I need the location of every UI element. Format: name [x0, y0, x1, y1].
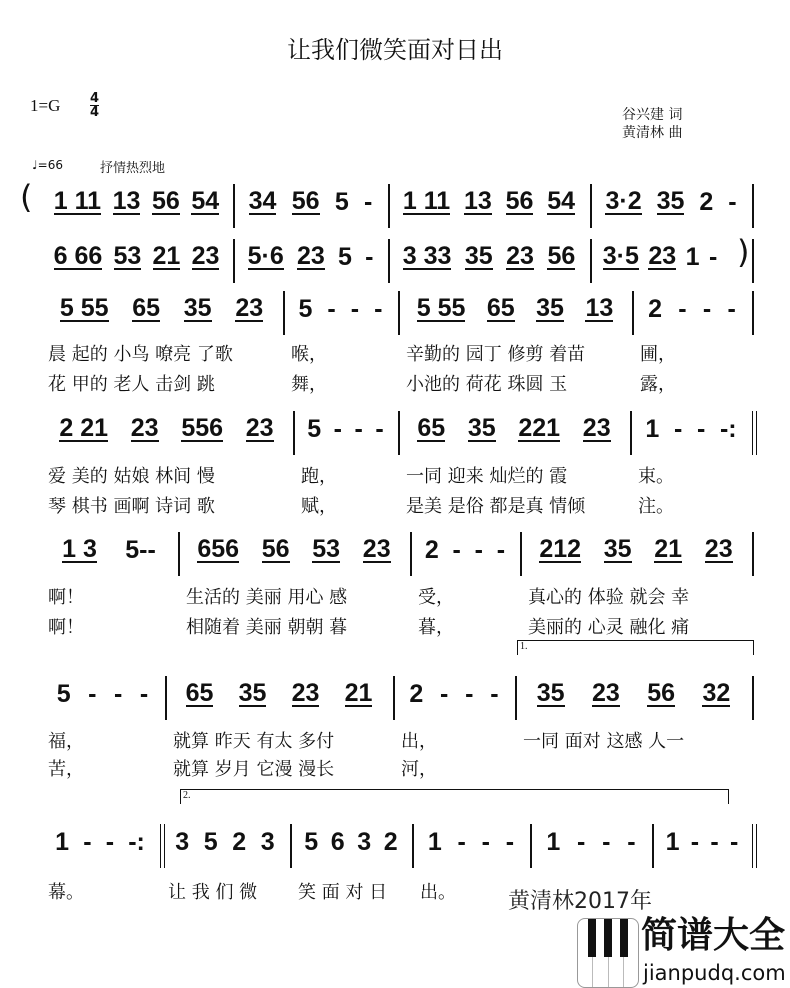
note-group: - — [440, 680, 449, 708]
note-group: 56 — [547, 242, 576, 270]
note-group: 3 — [260, 828, 275, 856]
open-paren: ( — [20, 178, 33, 216]
lyric-segment: 啊！ — [48, 587, 84, 608]
note-group: 1 11 — [53, 187, 102, 215]
note-group: 5 — [304, 828, 319, 856]
barline — [160, 824, 165, 868]
measure — [638, 415, 744, 443]
note-group: 5·6 — [247, 242, 284, 270]
note-group: 1 — [645, 415, 660, 443]
note-group: 23 — [191, 242, 220, 270]
note-group: - — [452, 536, 461, 564]
lyric-segment: 露， — [640, 374, 676, 395]
note-group: - — [673, 415, 683, 443]
lyric-segment: 一同 面对 这感 人一 — [523, 731, 685, 752]
lyric-segment: 相随着 美丽 朝朝 暮 — [186, 617, 348, 638]
note-group: 556 — [181, 414, 224, 442]
note-group: 35 — [464, 242, 493, 270]
note-group: 5 — [56, 680, 71, 708]
measure — [406, 415, 622, 443]
lyric-segment: 小池的 荷花 珠圆 玉 — [406, 374, 568, 395]
measure — [186, 536, 402, 564]
note-group: - — [702, 295, 712, 323]
measure — [241, 243, 380, 271]
close-paren: ) — [737, 233, 750, 271]
note-group: - — [474, 536, 483, 564]
lyric-segment: 啊！ — [48, 617, 84, 638]
barline — [398, 291, 400, 335]
barline — [283, 291, 285, 335]
lyric-segment: 一同 迎来 灿烂的 霞 — [406, 466, 568, 487]
note-group: - — [83, 828, 92, 856]
barline — [752, 532, 754, 576]
note-group: 3 — [357, 828, 372, 856]
barline — [520, 532, 522, 576]
lyric-segment: 就算 昨天 有太 多付 — [173, 731, 335, 752]
lyric-segment: 让 我 们 微 — [168, 882, 258, 903]
lyric-segment: 笑 面 对 日 — [298, 882, 388, 903]
time-top: 4 — [90, 91, 100, 106]
note-group: 2 — [383, 828, 398, 856]
note-group: 65 — [486, 294, 515, 322]
time-signature — [90, 92, 99, 119]
time-bottom: 4 — [90, 105, 100, 120]
barline — [165, 676, 167, 720]
measure — [168, 828, 282, 856]
note-group: 65 — [417, 414, 446, 442]
note-group: 6 66 — [53, 242, 103, 270]
note-group: 3·2 — [605, 187, 642, 215]
note-group: 5-- — [125, 536, 156, 564]
volta-2: 2. — [180, 789, 729, 804]
note-group: 53 — [113, 242, 142, 270]
measure — [528, 536, 744, 564]
lyric-segment: 幕。 — [48, 882, 84, 903]
note-group: - — [481, 828, 490, 856]
note-group: 1 11 — [402, 187, 451, 215]
note-group: 21 — [654, 535, 683, 563]
barline — [178, 532, 180, 576]
measure — [640, 295, 744, 323]
barline — [752, 291, 754, 335]
note-group: - — [727, 295, 736, 323]
measure — [48, 415, 285, 443]
measure — [396, 188, 582, 216]
note-group: 23 — [591, 679, 620, 707]
note-group: 56 — [505, 187, 534, 215]
note-group: 56 — [152, 187, 180, 215]
note-group: - — [465, 680, 474, 708]
note-group: 1 — [685, 243, 700, 271]
lyric-segment: 注。 — [638, 496, 674, 517]
note-group: - — [696, 415, 706, 443]
key-signature: 1=G — [30, 96, 61, 115]
watermark-text: 黄清林2017年 — [508, 889, 652, 914]
lyric-segment: 爱 美的 姑娘 林间 慢 — [48, 466, 215, 487]
lyric-segment: 就算 岁月 它漫 漫长 — [173, 759, 335, 780]
note-group: 35 — [656, 187, 685, 215]
barline — [590, 184, 592, 228]
note-group: - — [88, 680, 97, 708]
note-group: - — [708, 243, 718, 271]
lyric-segment: 琴 棋书 画啊 诗词 歌 — [48, 496, 215, 517]
measure — [48, 188, 225, 216]
barline — [233, 184, 235, 228]
note-group: - — [354, 415, 363, 443]
note-group: 23 — [648, 242, 677, 270]
barline — [630, 411, 632, 455]
note-group: 3·5 — [602, 242, 639, 270]
note-group: - — [365, 243, 374, 271]
barline — [412, 824, 414, 868]
note-group: 13 — [112, 187, 141, 215]
note-group: - — [710, 828, 719, 856]
lyric-segment: 花 甲的 老人 击剑 跳 — [48, 374, 215, 395]
note-group: 13 — [585, 294, 614, 322]
lyric-segment: 出。 — [420, 882, 456, 903]
measure — [48, 243, 225, 271]
measure — [660, 828, 744, 856]
note-group: 35 — [536, 294, 564, 322]
note-group: 5 — [203, 828, 218, 856]
note-group: - — [375, 415, 384, 443]
note-group: 54 — [547, 187, 576, 215]
barline — [752, 411, 757, 455]
lyric-segment: 受， — [418, 587, 454, 608]
note-group: 23 — [235, 294, 264, 322]
barline — [752, 184, 754, 228]
barline — [410, 532, 412, 576]
note-group: - — [327, 295, 336, 323]
note-group: 1 — [665, 828, 680, 856]
measure — [301, 415, 390, 443]
note-group: -: — [128, 828, 145, 856]
note-group: - — [627, 828, 636, 856]
note-group: 23 — [296, 242, 325, 270]
composer: 黄清林 曲 — [622, 125, 683, 141]
logo-text: 简谱大全 — [641, 915, 786, 956]
measure — [48, 828, 152, 856]
note-group: - — [728, 188, 737, 216]
note-group: 21 — [344, 679, 373, 707]
note-group: - — [350, 295, 360, 323]
note-group: 2 — [648, 295, 663, 323]
lyric-segment: 舞， — [291, 374, 327, 395]
note-group: 1 — [546, 828, 561, 856]
note-group: 3 — [175, 828, 190, 856]
note-group: 23 — [582, 414, 611, 442]
tempo-mark: ♩=66 — [32, 158, 63, 172]
note-group: 56 — [261, 535, 290, 563]
note-group: 56 — [647, 679, 676, 707]
note-group: 23 — [130, 414, 159, 442]
note-group: - — [678, 295, 687, 323]
note-group: 2 21 — [59, 414, 109, 442]
logo-url: jianpudq.com — [643, 961, 786, 985]
note-group: - — [690, 828, 700, 856]
note-group: - — [505, 828, 515, 856]
note-group: 1 — [427, 828, 442, 856]
song-title: 让我们微笑面对日出 — [287, 36, 503, 64]
note-group: 23 — [245, 414, 274, 442]
note-group: 53 — [312, 535, 341, 563]
note-group: 1 — [55, 828, 69, 856]
lyric-segment: 赋， — [301, 496, 337, 517]
note-group: 54 — [191, 187, 220, 215]
note-group: - — [374, 295, 383, 323]
note-group: - — [139, 680, 149, 708]
lyric-segment: 跑， — [301, 466, 337, 487]
note-group: 5 — [307, 415, 322, 443]
measure — [396, 243, 582, 271]
note-group: 23 — [291, 679, 320, 707]
barline — [652, 824, 654, 868]
barline — [388, 184, 390, 228]
site-logo — [565, 915, 790, 988]
measure — [538, 828, 644, 856]
note-group: 3 33 — [402, 242, 452, 270]
barline — [233, 239, 235, 283]
barline — [393, 676, 395, 720]
note-group: - — [602, 828, 611, 856]
note-group: 2 — [424, 536, 439, 564]
lyric-segment: 圃， — [640, 344, 676, 365]
expression-mark: 抒情热烈地 — [100, 161, 166, 176]
note-group: 656 — [197, 535, 240, 563]
measure — [48, 536, 170, 564]
lyric-segment: 美丽的 心灵 融化 痛 — [528, 617, 690, 638]
volta-1: 1. — [517, 640, 754, 655]
note-group: 23 — [506, 242, 534, 270]
note-group: 35 — [467, 414, 496, 442]
measure — [48, 295, 275, 323]
note-group: - — [114, 680, 123, 708]
note-group: 5 — [337, 243, 352, 271]
measure — [420, 828, 522, 856]
lyric-segment: 苦， — [48, 759, 84, 780]
note-group: 35 — [603, 535, 632, 563]
lyric-segment: 喉， — [291, 344, 327, 365]
barline — [752, 676, 754, 720]
lyric-segment: 晨 起的 小鸟 嘹亮 了歌 — [48, 344, 233, 365]
note-group: 23 — [362, 535, 391, 563]
note-group: -: — [719, 415, 737, 443]
note-group: - — [105, 828, 115, 856]
note-group: - — [490, 680, 499, 708]
measure — [298, 828, 404, 856]
lyric-segment: 暮， — [418, 617, 454, 638]
lyric-segment: 是美 是俗 都是真 情倾 — [406, 496, 586, 517]
measure — [241, 188, 380, 216]
note-group: 2 — [232, 828, 247, 856]
barline — [590, 239, 592, 283]
note-group: 21 — [152, 242, 181, 270]
note-group: 212 — [539, 535, 582, 563]
lyric-segment: 真心的 体验 就会 幸 — [528, 587, 690, 608]
measure — [406, 295, 624, 323]
note-group: 221 — [518, 414, 561, 442]
measure — [523, 680, 744, 708]
measure — [401, 680, 507, 708]
barline — [752, 824, 757, 868]
note-group: 5 — [298, 295, 313, 323]
note-group: 34 — [248, 187, 277, 215]
note-group: 65 — [185, 679, 214, 707]
lyric-segment: 束。 — [638, 466, 674, 487]
barline — [290, 824, 292, 868]
measure — [173, 680, 385, 708]
note-group: 32 — [702, 679, 731, 707]
note-group: 6 — [330, 828, 345, 856]
lyric-segment: 福， — [48, 731, 84, 752]
lyric-segment: 辛勤的 园丁 修剪 着苗 — [406, 344, 586, 365]
barline — [632, 291, 634, 335]
lyric-segment: 生活的 美丽 用心 感 — [186, 587, 348, 608]
barline — [293, 411, 295, 455]
note-group: 1 3 — [62, 535, 97, 563]
lyricist: 谷兴建 词 — [622, 107, 683, 123]
note-group: - — [333, 415, 342, 443]
note-group: 2 — [409, 680, 424, 708]
note-group: - — [496, 536, 506, 564]
note-group: 56 — [291, 187, 320, 215]
barline — [752, 239, 754, 283]
note-group: 35 — [536, 679, 565, 707]
note-group: - — [577, 828, 586, 856]
barline — [398, 411, 400, 455]
measure — [291, 295, 390, 323]
measure — [48, 680, 157, 708]
note-group: 2 — [699, 188, 714, 216]
barline — [388, 239, 390, 283]
note-group: 35 — [238, 679, 267, 707]
note-group: - — [457, 828, 466, 856]
barline — [515, 676, 517, 720]
note-group: 23 — [704, 535, 733, 563]
note-group: - — [729, 828, 739, 856]
note-group: 13 — [464, 187, 492, 215]
measure — [598, 188, 744, 216]
measure — [598, 243, 722, 271]
note-group: 35 — [183, 294, 212, 322]
note-group: - — [364, 188, 373, 216]
piano-icon — [577, 918, 639, 988]
note-group: 5 55 — [59, 294, 109, 322]
note-group: 5 — [334, 188, 349, 216]
lyric-segment: 出， — [401, 731, 437, 752]
barline — [530, 824, 532, 868]
measure — [418, 536, 512, 564]
note-group: 65 — [132, 294, 161, 322]
lyric-segment: 河， — [401, 759, 437, 780]
note-group: 5 55 — [416, 294, 466, 322]
